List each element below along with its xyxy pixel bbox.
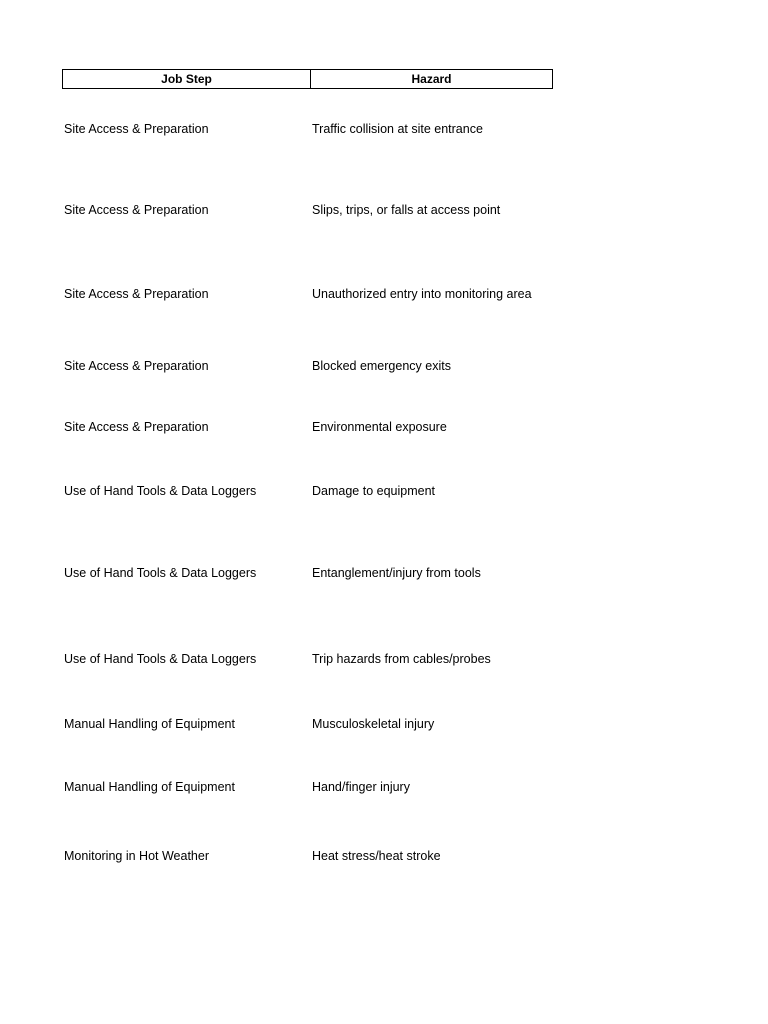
job-step-cell: Use of Hand Tools & Data Loggers [64, 566, 257, 580]
job-step-cell: Manual Handling of Equipment [64, 780, 235, 794]
hazard-cell: Hand/finger injury [312, 780, 410, 794]
job-step-cell: Monitoring in Hot Weather [64, 849, 209, 863]
job-step-cell: Site Access & Preparation [64, 122, 209, 136]
job-step-cell: Site Access & Preparation [64, 287, 209, 301]
job-step-cell: Use of Hand Tools & Data Loggers [64, 652, 257, 666]
table-header [62, 69, 553, 89]
table-row [64, 483, 564, 499]
hazard-cell: Traffic collision at site entrance [312, 122, 483, 136]
hazard-cell: Heat stress/heat stroke [312, 849, 441, 863]
job-step-cell: Site Access & Preparation [64, 420, 209, 434]
job-step-cell: Manual Handling of Equipment [64, 717, 235, 731]
hazard-cell: Slips, trips, or falls at access point [312, 203, 501, 217]
hazard-cell: Environmental exposure [312, 420, 447, 434]
table-row [64, 419, 564, 435]
column-header-hazard: Hazard [411, 72, 452, 86]
table-row [64, 779, 564, 795]
hazard-cell: Blocked emergency exits [312, 359, 451, 373]
hazard-cell: Unauthorized entry into monitoring area [312, 287, 532, 301]
hazard-cell: Musculoskeletal injury [312, 717, 435, 731]
table-row [64, 651, 564, 667]
hazard-cell: Entanglement/injury from tools [312, 566, 481, 580]
table-row [64, 565, 564, 581]
table-row [64, 121, 564, 137]
hazard-cell: Trip hazards from cables/probes [312, 652, 491, 666]
table-row [64, 286, 564, 302]
job-step-cell: Site Access & Preparation [64, 203, 209, 217]
table-row [64, 716, 564, 732]
table-row [64, 358, 564, 374]
hazard-cell: Damage to equipment [312, 484, 435, 498]
table-row [64, 848, 564, 864]
job-step-cell: Site Access & Preparation [64, 359, 209, 373]
table-row [64, 202, 564, 218]
job-step-cell: Use of Hand Tools & Data Loggers [64, 484, 257, 498]
column-header-job-step: Job Step [63, 70, 311, 88]
